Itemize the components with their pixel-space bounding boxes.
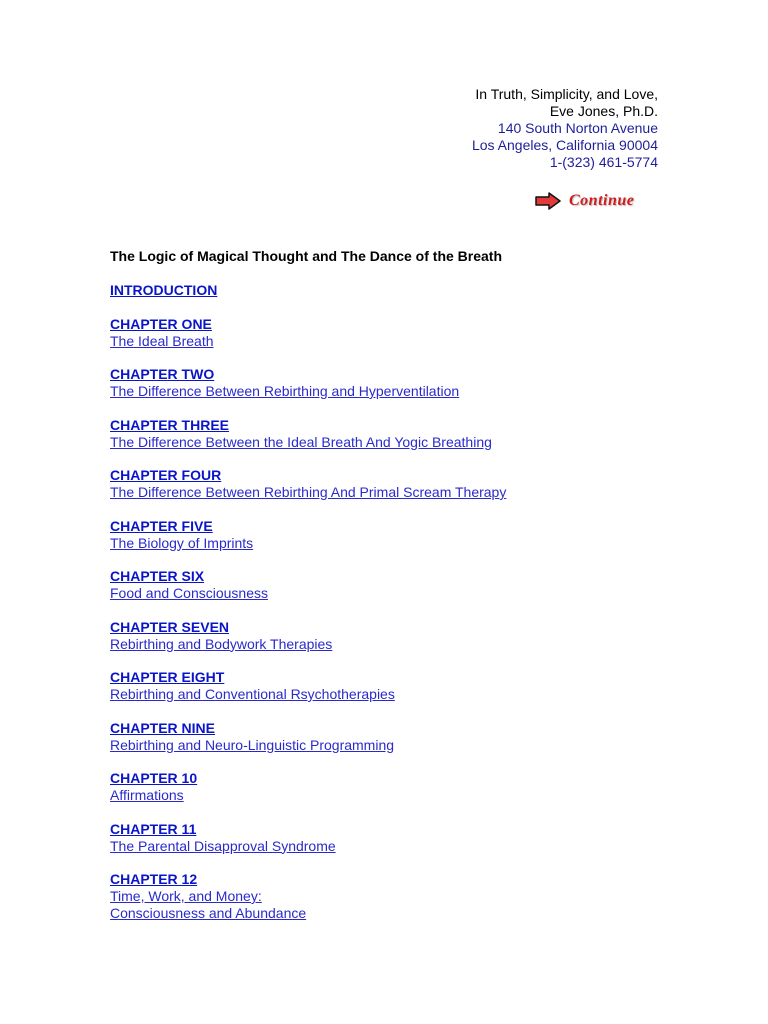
- toc-entry: [110, 619, 670, 653]
- chapter-title-link[interactable]: Time, Work, and Money:: [110, 888, 262, 904]
- chapter-title-link[interactable]: The Difference Between the Ideal Breath And Yogic Breathing: [110, 433, 492, 450]
- chapter-heading-link[interactable]: CHAPTER SIX: [110, 568, 205, 584]
- toc-entry: [110, 770, 670, 804]
- chapter-title-link[interactable]: Food and Consciousness: [110, 585, 268, 601]
- signature-city: Los Angeles, California 90004: [471, 137, 658, 153]
- chapter-title-link[interactable]: Rebirthing and Conventional Rsychotherapies: [110, 686, 395, 702]
- toc-entry: [110, 568, 670, 602]
- signature-name: Eve Jones, Ph.D.: [549, 103, 658, 119]
- toc-entry: [110, 282, 670, 299]
- chapter-title-link[interactable]: The Difference Between Rebirthing And Primal Scream Therapy: [110, 484, 507, 500]
- toc-entry: [110, 417, 670, 451]
- chapter-heading-link[interactable]: INTRODUCTION: [110, 282, 218, 298]
- chapter-heading-link[interactable]: CHAPTER SEVEN: [110, 618, 230, 635]
- chapter-title-link[interactable]: The Difference Between Rebirthing and Hyperventilation: [110, 383, 460, 399]
- toc-entry: [110, 467, 670, 501]
- chapter-title-link[interactable]: Rebirthing and Neuro-Linguistic Programming: [110, 736, 395, 753]
- chapter-heading-link[interactable]: CHAPTER EIGHT: [110, 669, 225, 685]
- continue-label: Continue: [569, 192, 635, 209]
- chapter-heading-link[interactable]: CHAPTER ONE: [110, 315, 212, 332]
- toc-entry: [110, 518, 670, 552]
- signature-phone: 1-(323) 461-5774: [549, 154, 658, 170]
- chapter-heading-link[interactable]: CHAPTER NINE: [110, 719, 216, 736]
- right-arrow-icon: [535, 192, 561, 210]
- toc-entry: [110, 316, 670, 350]
- author-signature: [472, 86, 658, 171]
- chapter-heading-link[interactable]: CHAPTER 12: [110, 871, 198, 887]
- chapter-heading-link[interactable]: CHAPTER THREE: [110, 416, 230, 433]
- chapter-heading-link[interactable]: CHAPTER 11: [110, 820, 197, 837]
- chapter-heading-link[interactable]: CHAPTER 10: [110, 770, 198, 786]
- chapter-title-link[interactable]: The Biology of Imprints: [110, 534, 254, 551]
- toc-entry: [110, 720, 670, 754]
- signature-closing: In Truth, Simplicity, and Love,: [475, 86, 658, 102]
- chapter-heading-link[interactable]: CHAPTER FIVE: [110, 517, 213, 534]
- toc-entry: [110, 871, 670, 922]
- toc-entry: [110, 821, 670, 855]
- chapter-heading-link[interactable]: CHAPTER TWO: [110, 366, 215, 382]
- toc-entry: [110, 366, 670, 400]
- book-title: The Logic of Magical Thought and The Dance of the Breath: [110, 248, 503, 264]
- chapter-heading-link[interactable]: CHAPTER FOUR: [110, 467, 222, 483]
- chapter-title-link[interactable]: Affirmations: [110, 787, 184, 803]
- continue-button[interactable]: [535, 189, 634, 213]
- chapter-title-link[interactable]: Rebirthing and Bodywork Therapies: [110, 635, 333, 652]
- chapter-title-link[interactable]: Consciousness and Abundance: [110, 905, 307, 921]
- signature-street: 140 South Norton Avenue: [497, 120, 658, 136]
- chapter-title-link[interactable]: The Parental Disapproval Syndrome: [110, 837, 336, 854]
- table-of-contents: [110, 282, 670, 939]
- chapter-title-link[interactable]: The Ideal Breath: [110, 332, 214, 349]
- toc-entry: [110, 669, 670, 703]
